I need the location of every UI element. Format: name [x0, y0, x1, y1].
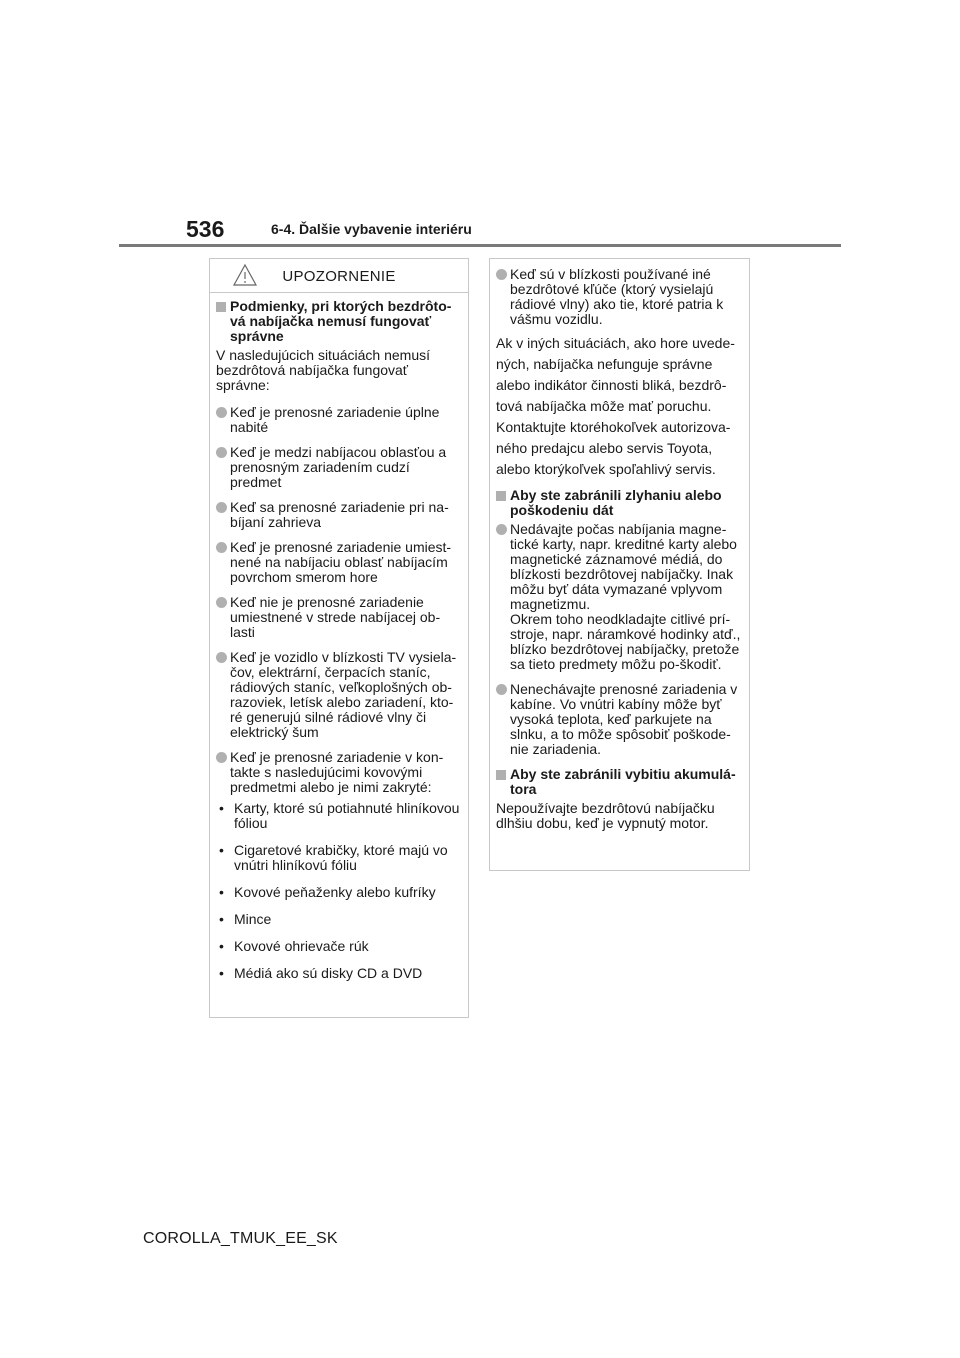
- section-heading-text: Aby ste zabránili vybitiu akumulá-tora: [510, 766, 736, 797]
- sub-list-item-text: Médiá ako sú disky CD a DVD: [234, 965, 423, 981]
- sub-list-item: [216, 939, 462, 954]
- sub-bullet-marker: •: [219, 800, 224, 816]
- bullet-dot-icon: [496, 269, 507, 280]
- sub-list-item: [216, 801, 462, 831]
- header-rule: [119, 244, 841, 247]
- list-item: [496, 682, 743, 757]
- sub-list-item: [216, 912, 462, 927]
- warning-box: [209, 258, 469, 1018]
- bullet-dot-icon: [496, 524, 507, 535]
- section-heading-text: Aby ste zabránili zlyhaniu alebo poškodeniu dát: [510, 487, 722, 518]
- list-item-text: Keď je prenosné zariadenie v kon-takte s nasledujúcimi kovovými predmetmi alebo je nimi zakryté:: [230, 749, 444, 795]
- section-heading: [216, 299, 462, 344]
- list-item-text: Keď sa prenosné zariadenie pri na-bíjaní zahrieva: [230, 499, 449, 530]
- sub-list-item: [216, 843, 462, 873]
- sub-bullet-marker: •: [219, 938, 224, 954]
- bullet-dot-icon: [496, 684, 507, 695]
- list-item: [496, 522, 743, 672]
- list-item: [216, 650, 462, 740]
- footer-model-code: COROLLA_TMUK_EE_SK: [143, 1230, 338, 1247]
- sub-bullet-marker: •: [219, 965, 224, 981]
- square-marker-icon: [496, 491, 506, 501]
- sub-bullet-marker: •: [219, 842, 224, 858]
- sub-list-item-text: Kovové ohrievače rúk: [234, 938, 369, 954]
- bullet-dot-icon: [216, 502, 227, 513]
- warning-triangle-icon: [232, 263, 258, 287]
- warning-title: UPOZORNENIE: [282, 268, 396, 285]
- list-item-text: Keď nie je prenosné zariadenie umiestnené v strede nabíjacej ob-lasti: [230, 594, 441, 640]
- paragraph: Ak v iných situáciách, ako hore uvede-ných, nabíjačka nefunguje správne alebo indikátor činnosti bliká, bezdrô-tová nabíjačka môže mať poruchu. Kontaktujte ktoréhokoľvek autorizova-ného predajcu alebo servis Toyota, alebo ktorýkoľvek spoľahlivý servis.: [496, 335, 735, 477]
- section-heading-text: Podmienky, pri ktorých bezdrôto-vá nabíjačka nemusí fungovať správne: [230, 298, 452, 344]
- list-item: [216, 540, 462, 585]
- sub-list-item-text: Mince: [234, 911, 272, 927]
- list-item-text: Nenechávajte prenosné zariadenia v kabíne. Vo vnútri kabíny môže byť vysoká teplota, keď parkujete na slnku, a to môže spôsobiť poškode-nie zariadenia.: [510, 681, 738, 757]
- page-number: 536: [186, 216, 225, 242]
- sub-list-item-text: Karty, ktoré sú potiahnuté hliníkovou fóliou: [234, 800, 460, 831]
- square-marker-icon: [496, 770, 506, 780]
- list-item-text: Keď sú v blízkosti používané iné bezdrôtové kľúče (ktorý vysielajú rádiové vlny) ako tie, ktoré patria k vášmu vozidlu.: [510, 266, 724, 327]
- list-item-text: Keď je prenosné zariadenie úplne nabité: [230, 404, 440, 435]
- sub-bullet-marker: •: [219, 884, 224, 900]
- intro-paragraph: V nasledujúcich situáciách nemusí bezdrôtová nabíjačka fungovať správne:: [216, 347, 431, 393]
- warning-header: [216, 259, 462, 292]
- bullet-dot-icon: [216, 447, 227, 458]
- sub-bullet-marker: •: [219, 911, 224, 927]
- list-item-text: Keď je vozidlo v blízkosti TV vysiela-čov, elektrární, čerpacích staníc, rádiových staníc, veľkoplošných ob-razoviek, letísk alebo zariadení, kto-ré generujú silné rádiové vlny či elektrický šum: [230, 649, 457, 740]
- list-item-text: Nedávajte počas nabíjania magne-tické karty, napr. kreditné karty alebo magnetické záznamové médiá, do blízkosti bezdrôtovej nabíjačky. Inak môžu byť dáta vymazané vplyvom magnetizmu.: [510, 521, 737, 612]
- bullet-dot-icon: [216, 752, 227, 763]
- list-item: [496, 267, 743, 327]
- bullet-dot-icon: [216, 407, 227, 418]
- sub-list-item-text: Cigaretové krabičky, ktoré majú vo vnútri hliníkovú fóliu: [234, 842, 448, 873]
- bullet-dot-icon: [216, 542, 227, 553]
- square-marker-icon: [216, 302, 226, 312]
- list-item-text: Okrem toho neodkladajte citlivé prí-stroje, napr. náramkové hodinky atď., blízko bezdrôtovej nabíjačky, pretože sa tieto predmety môžu po-škodiť.: [510, 611, 741, 672]
- list-item: [216, 500, 462, 530]
- bullet-dot-icon: [216, 652, 227, 663]
- paragraph: Nepoužívajte bezdrôtovú nabíjačku dlhšiu dobu, keď je vypnutý motor.: [496, 800, 715, 831]
- section-heading: [496, 767, 743, 797]
- list-item: [216, 405, 462, 435]
- sub-list-item: [216, 885, 462, 900]
- list-item: [216, 750, 462, 795]
- list-item-text: Keď je medzi nabíjacou oblasťou a prenosným zariadením cudzí predmet: [230, 444, 447, 490]
- list-item: [216, 595, 462, 640]
- bullet-dot-icon: [216, 597, 227, 608]
- sub-list-item: [216, 966, 462, 981]
- section-title: 6-4. Ďalšie vybavenie interiéru: [271, 221, 472, 237]
- section-heading: [496, 488, 743, 518]
- list-item: [216, 445, 462, 490]
- sub-list-item-text: Kovové peňaženky alebo kufríky: [234, 884, 436, 900]
- list-item-text: Keď je prenosné zariadenie umiest-nené na nabíjaciu oblasť nabíjacím povrchom smerom hore: [230, 539, 452, 585]
- warning-box-continued: [489, 258, 750, 871]
- warning-divider: [210, 292, 468, 293]
